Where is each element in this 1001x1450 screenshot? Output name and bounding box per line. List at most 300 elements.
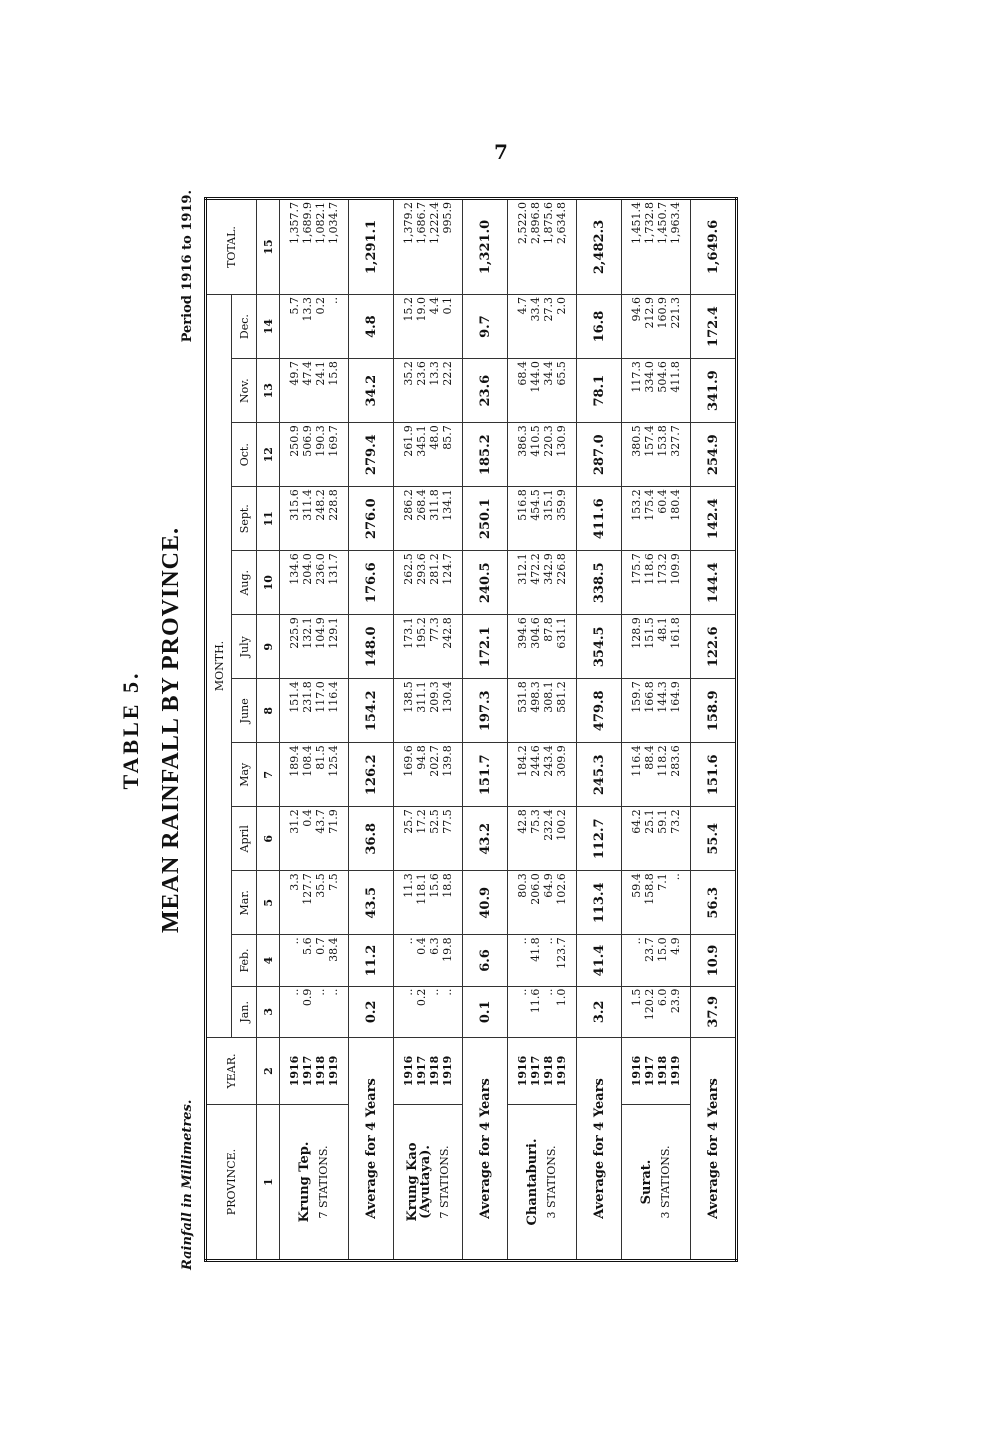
rainfall-value: 48.0 [428, 425, 441, 450]
year-value: 1917 [415, 1055, 428, 1087]
total-cell [394, 199, 463, 295]
rainfall-value: 236.0 [314, 553, 327, 585]
column-number-cell: 13 [257, 359, 280, 423]
total-value: 1,451.4 [630, 202, 643, 244]
average-row [691, 199, 737, 1261]
average-value: 10.9 [691, 935, 737, 986]
month-header-cell: Oct. [232, 423, 257, 487]
month-value-cell [508, 986, 577, 1037]
rainfall-value: 169.6 [402, 745, 415, 777]
rainfall-value: 68.4 [516, 361, 529, 386]
total-cell [508, 199, 577, 295]
average-value: 287.0 [577, 423, 622, 487]
rainfall-value: 81.5 [314, 745, 327, 770]
month-header-cell: July [232, 615, 257, 679]
rainfall-value: 85.7 [441, 425, 454, 450]
rainfall-value: 311.4 [301, 489, 314, 521]
column-number-cell: 7 [257, 743, 280, 807]
year-value: 1918 [542, 1055, 555, 1087]
average-label: Average for 4 Years [577, 1038, 622, 1261]
month-value-cell [394, 423, 463, 487]
rainfall-value: 173.1 [402, 617, 415, 649]
average-value: 354.5 [577, 615, 622, 679]
year-value: 1917 [529, 1055, 542, 1087]
rainfall-value: 71.9 [327, 809, 340, 834]
rainfall-value: 52.5 [428, 809, 441, 834]
rainfall-value: 158.8 [643, 873, 656, 905]
rainfall-value: 25.1 [643, 809, 656, 834]
month-value-cell [622, 551, 691, 615]
rainfall-value: 190.3 [314, 425, 327, 457]
rainfall-value: 15.6 [428, 873, 441, 898]
year-header: YEAR. [206, 1038, 257, 1105]
month-value-cell [622, 487, 691, 551]
rainfall-value: 248.2 [314, 489, 327, 521]
month-value-cell [622, 615, 691, 679]
rainfall-value: 304.6 [529, 617, 542, 649]
average-value: 43.2 [463, 807, 508, 871]
column-number-cell: 5 [257, 871, 280, 935]
month-value-cell [508, 871, 577, 935]
rainfall-value: 0.9 [301, 988, 314, 1007]
rainfall-value: 581.2 [555, 681, 568, 713]
rainfall-value: 0.1 [441, 297, 454, 315]
month-value-cell [394, 935, 463, 986]
rainfall-value: 312.1 [516, 553, 529, 585]
rainfall-value: 73.2 [669, 809, 682, 834]
rainfall-value: 293.6 [415, 553, 428, 585]
average-value: 411.6 [577, 487, 622, 551]
month-value-cell [280, 615, 349, 679]
average-value: 172.4 [691, 295, 737, 359]
year-value: 1919 [669, 1055, 682, 1087]
month-value-cell [622, 295, 691, 359]
rainfall-value: 130.9 [555, 425, 568, 457]
province-name: Krung Tep. [297, 1141, 312, 1223]
rainfall-value: 311.8 [428, 489, 441, 521]
average-value: 279.4 [349, 423, 394, 487]
total-header: TOTAL. [206, 199, 257, 295]
table-subtitle: MEAN RAINFALL BY PROVINCE. [158, 527, 184, 934]
average-value: 185.2 [463, 423, 508, 487]
column-number-cell: 9 [257, 615, 280, 679]
total-value: 1,034.7 [327, 202, 340, 244]
average-value: 36.8 [349, 807, 394, 871]
rainfall-value: 166.8 [643, 681, 656, 713]
rainfall-value: 504.6 [656, 361, 669, 393]
average-value: 245.3 [577, 743, 622, 807]
month-value-cell [508, 551, 577, 615]
total-value: 1,689.9 [301, 202, 314, 244]
year-value: 1916 [288, 1055, 301, 1087]
month-value-cell [394, 871, 463, 935]
average-value: 40.9 [463, 871, 508, 935]
month-header-cell: Jan. [232, 986, 257, 1037]
month-value-cell [394, 295, 463, 359]
month-value-cell [280, 743, 349, 807]
average-row [577, 199, 622, 1261]
rainfall-value: 59.4 [630, 873, 643, 898]
rainfall-value: 47.4 [301, 361, 314, 386]
rainfall-value: 100.2 [555, 809, 568, 841]
rainfall-value: .. [669, 873, 682, 881]
rainfall-value: 159.7 [630, 681, 643, 713]
rainfall-value: 1.0 [555, 988, 568, 1007]
rainfall-value: 23.6 [415, 361, 428, 386]
total-value: 2,896.8 [529, 202, 542, 244]
average-value: 250.1 [463, 487, 508, 551]
average-value: 148.0 [349, 615, 394, 679]
rainfall-value: .. [327, 988, 340, 996]
month-value-cell [622, 986, 691, 1037]
average-value: 56.3 [691, 871, 737, 935]
rainfall-value: 498.3 [529, 681, 542, 713]
month-value-cell [508, 679, 577, 743]
rainfall-value: 118.6 [643, 553, 656, 585]
column-number-cell: 6 [257, 807, 280, 871]
rainfall-value: 80.3 [516, 873, 529, 898]
month-value-cell [280, 986, 349, 1037]
month-value-cell [394, 679, 463, 743]
month-value-cell [622, 871, 691, 935]
column-number-cell: 11 [257, 487, 280, 551]
average-value: 338.5 [577, 551, 622, 615]
rainfall-value: 19.0 [415, 297, 428, 322]
rainfall-value: 153.8 [656, 425, 669, 457]
average-label: Average for 4 Years [349, 1038, 394, 1261]
rainfall-value: 209.3 [428, 681, 441, 713]
rainfall-value: 17.2 [415, 809, 428, 834]
rainfall-value: 327.7 [669, 425, 682, 457]
month-value-cell [394, 615, 463, 679]
month-value-cell [394, 743, 463, 807]
month-value-cell [394, 986, 463, 1037]
rainfall-value: 125.4 [327, 745, 340, 777]
month-header-cell: June [232, 679, 257, 743]
month-header: MONTH. [206, 295, 232, 1038]
year-value: 1916 [630, 1055, 643, 1087]
rainfall-value: 244.6 [529, 745, 542, 777]
rainfall-value: 132.1 [301, 617, 314, 649]
average-value: 126.2 [349, 743, 394, 807]
rainfall-value: 164.9 [669, 681, 682, 713]
column-number-cell: 10 [257, 551, 280, 615]
rainfall-value: 4.9 [669, 937, 682, 955]
year-value: 1916 [516, 1055, 529, 1087]
average-value: 1,321.0 [463, 199, 508, 295]
rainfall-value: 33.4 [529, 297, 542, 322]
rainfall-value: 64.2 [630, 809, 643, 834]
month-value-cell [508, 615, 577, 679]
average-value: 9.7 [463, 295, 508, 359]
rainfall-value: 531.8 [516, 681, 529, 713]
rainfall-value: 77.5 [441, 809, 454, 834]
rainfall-value: 117.0 [314, 681, 327, 713]
month-value-cell [508, 423, 577, 487]
rainfall-value: 345.1 [415, 425, 428, 457]
units-note: Rainfall in Millimetres. [180, 1099, 195, 1270]
month-value-cell [508, 807, 577, 871]
month-value-cell [280, 935, 349, 986]
total-value: 1,357.7 [288, 202, 301, 244]
total-value: 1,686.7 [415, 202, 428, 244]
province-cell [280, 1105, 349, 1261]
rainfall-value: 131.7 [327, 553, 340, 585]
month-header-cell: Sept. [232, 487, 257, 551]
rainfall-value: 0.7 [314, 937, 327, 955]
rainfall-value: 6.3 [428, 937, 441, 955]
month-value-cell [280, 423, 349, 487]
rainfall-value: 2.0 [555, 297, 568, 315]
average-label: Average for 4 Years [463, 1038, 508, 1261]
rainfall-value: 212.9 [643, 297, 656, 329]
rainfall-value: 1.5 [630, 988, 643, 1007]
month-header-cell: Nov. [232, 359, 257, 423]
month-header-cell: Dec. [232, 295, 257, 359]
column-number-cell: 4 [257, 935, 280, 986]
average-value: 43.5 [349, 871, 394, 935]
month-value-cell [508, 359, 577, 423]
rainfall-value: 23.7 [643, 937, 656, 962]
average-value: 122.6 [691, 615, 737, 679]
average-value: 34.2 [349, 359, 394, 423]
table-title: TABLE 5. [118, 670, 143, 790]
rainfall-value: 18.8 [441, 873, 454, 898]
province-name: Chantaburi. [525, 1138, 540, 1226]
rainfall-value: 94.6 [630, 297, 643, 322]
rainfall-value: 75.3 [529, 809, 542, 834]
rainfall-value: 104.9 [314, 617, 327, 649]
rainfall-value: 34.4 [542, 361, 555, 386]
rainfall-value: 472.2 [529, 553, 542, 585]
rainfall-value: 631.1 [555, 617, 568, 649]
province-header: PROVINCE. [206, 1105, 257, 1261]
average-value: 11.2 [349, 935, 394, 986]
province-cell [394, 1105, 463, 1261]
rainfall-value: 108.4 [301, 745, 314, 777]
rainfall-value: 315.6 [288, 489, 301, 521]
rainfall-value: 27.3 [542, 297, 555, 322]
rainfall-value: 184.2 [516, 745, 529, 777]
rainfall-value: 130.4 [441, 681, 454, 713]
rainfall-value: 180.4 [669, 489, 682, 521]
average-value: 6.6 [463, 935, 508, 986]
total-value: 1,379.2 [402, 202, 415, 244]
average-value: 4.8 [349, 295, 394, 359]
average-value: 0.1 [463, 986, 508, 1037]
column-number-cell: 14 [257, 295, 280, 359]
rainfall-value: 15.8 [327, 361, 340, 386]
rainfall-value: 124.7 [441, 553, 454, 585]
rainfall-value: 243.4 [542, 745, 555, 777]
month-value-cell [622, 423, 691, 487]
rainfall-value: 42.8 [516, 809, 529, 834]
rainfall-value: 11.3 [402, 873, 415, 898]
rainfall-value: 394.6 [516, 617, 529, 649]
rainfall-value: 308.1 [542, 681, 555, 713]
rainfall-value: 206.0 [529, 873, 542, 905]
rainfall-value: 175.4 [643, 489, 656, 521]
column-number-cell: 15 [257, 199, 280, 295]
rainfall-value: 15.0 [656, 937, 669, 962]
rainfall-value: 4.7 [516, 297, 529, 315]
province-cell [622, 1105, 691, 1261]
total-value: 1,082.1 [314, 202, 327, 244]
province-cell [508, 1105, 577, 1261]
month-value-cell [280, 295, 349, 359]
rainfall-value: 118.2 [656, 745, 669, 777]
month-value-cell [622, 807, 691, 871]
rainfall-value: 309.9 [555, 745, 568, 777]
rainfall-value: 116.4 [630, 745, 643, 777]
rainfall-value: 22.2 [441, 361, 454, 386]
rainfall-value: 94.8 [415, 745, 428, 770]
month-value-cell [280, 487, 349, 551]
rainfall-value: 139.8 [441, 745, 454, 777]
month-value-cell [508, 487, 577, 551]
province-stations: 7 STATIONS. [317, 1145, 330, 1219]
rainfall-value: .. [542, 988, 555, 996]
year-cell [508, 1038, 577, 1105]
rainfall-value: 129.1 [327, 617, 340, 649]
average-value: 55.4 [691, 807, 737, 871]
average-value: 341.9 [691, 359, 737, 423]
average-value: 154.2 [349, 679, 394, 743]
rainfall-value: 281.2 [428, 553, 441, 585]
rainfall-value: 31.2 [288, 809, 301, 834]
rainfall-value: .. [288, 988, 301, 996]
average-value: 142.4 [691, 487, 737, 551]
month-header-cell: Feb. [232, 935, 257, 986]
rainfall-value: 334.0 [643, 361, 656, 393]
rainfall-value: 283.6 [669, 745, 682, 777]
month-value-cell [394, 551, 463, 615]
rainfall-value: 5.6 [301, 937, 314, 955]
rainfall-value: .. [516, 988, 529, 996]
average-value: 254.9 [691, 423, 737, 487]
month-header-cell: Aug. [232, 551, 257, 615]
rainfall-value: 157.4 [643, 425, 656, 457]
rainfall-value: 134.1 [441, 489, 454, 521]
average-value: 16.8 [577, 295, 622, 359]
rainfall-value: 454.5 [529, 489, 542, 521]
rainfall-value: 35.2 [402, 361, 415, 386]
year-value: 1918 [656, 1055, 669, 1087]
province-name: Surat. [639, 1159, 654, 1205]
rainfall-value: 268.4 [415, 489, 428, 521]
page-number: 7 [494, 140, 508, 164]
total-value: 1,963.4 [669, 202, 682, 244]
rainfall-value: 7.5 [327, 873, 340, 891]
average-row [349, 199, 394, 1261]
year-cell [622, 1038, 691, 1105]
rainfall-value: 23.9 [669, 988, 682, 1014]
rainfall-value: 225.9 [288, 617, 301, 649]
rainfall-value: 262.5 [402, 553, 415, 585]
average-row [463, 199, 508, 1261]
average-value: 1,649.6 [691, 199, 737, 295]
rotated-table-page [118, 190, 980, 1270]
rainfall-value: 169.7 [327, 425, 340, 457]
average-value: 151.7 [463, 743, 508, 807]
rainfall-value: .. [327, 297, 340, 304]
month-value-cell [280, 679, 349, 743]
month-value-cell [280, 871, 349, 935]
month-value-cell [508, 743, 577, 807]
column-number-row [257, 199, 280, 1261]
average-value: 479.8 [577, 679, 622, 743]
month-value-cell [622, 359, 691, 423]
province-row [394, 199, 463, 1261]
rainfall-value: 5.7 [288, 297, 301, 315]
rainfall-value: 88.4 [643, 745, 656, 770]
rainfall-value: 220.3 [542, 425, 555, 457]
column-number-cell: 1 [257, 1105, 280, 1261]
rainfall-value: 7.1 [656, 873, 669, 891]
average-label: Average for 4 Years [691, 1038, 737, 1261]
total-value: 995.9 [441, 202, 454, 234]
month-value-cell [280, 551, 349, 615]
rainfall-value: 144.3 [656, 681, 669, 713]
average-value: 0.2 [349, 986, 394, 1037]
total-cell [280, 199, 349, 295]
rainfall-value: 286.2 [402, 489, 415, 521]
rainfall-value: 221.3 [669, 297, 682, 329]
total-value: 1,450.7 [656, 202, 669, 244]
rainfall-value: 189.4 [288, 745, 301, 777]
average-value: 158.9 [691, 679, 737, 743]
rainfall-value: 506.9 [301, 425, 314, 457]
rainfall-value: 64.9 [542, 873, 555, 898]
year-value: 1918 [314, 1055, 327, 1087]
rainfall-value: 127.7 [301, 873, 314, 905]
rainfall-value: 161.8 [669, 617, 682, 649]
rainfall-value: 41.8 [529, 937, 542, 962]
average-value: 144.4 [691, 551, 737, 615]
rainfall-value: 151.4 [288, 681, 301, 713]
rainfall-value: 11.6 [529, 988, 542, 1014]
province-name: Krung Kao (Ayutaya). [404, 1142, 433, 1222]
year-value: 1917 [643, 1055, 656, 1087]
rainfall-value: 231.8 [301, 681, 314, 713]
year-cell [394, 1038, 463, 1105]
month-value-cell [280, 359, 349, 423]
average-value: 1,291.1 [349, 199, 394, 295]
rainfall-value: 315.1 [542, 489, 555, 521]
rainfall-value: 386.3 [516, 425, 529, 457]
rainfall-value: 311.1 [415, 681, 428, 713]
province-row [508, 199, 577, 1261]
average-value: 78.1 [577, 359, 622, 423]
rainfall-value: 4.4 [428, 297, 441, 315]
rainfall-value: 228.8 [327, 489, 340, 521]
rainfall-value: 43.7 [314, 809, 327, 834]
rainfall-value: 173.2 [656, 553, 669, 585]
rainfall-value: 6.0 [656, 988, 669, 1007]
rainfall-value: 226.8 [555, 553, 568, 585]
month-value-cell [394, 359, 463, 423]
rainfall-value: 118.1 [415, 873, 428, 905]
total-cell [622, 199, 691, 295]
rainfall-value: 13.3 [428, 361, 441, 386]
province-row [280, 199, 349, 1261]
rainfall-table [204, 197, 738, 1262]
month-header-cell: May [232, 743, 257, 807]
rainfall-value: 516.8 [516, 489, 529, 521]
average-value: 113.4 [577, 871, 622, 935]
year-value: 1919 [441, 1055, 454, 1087]
rainfall-value: 77.3 [428, 617, 441, 642]
